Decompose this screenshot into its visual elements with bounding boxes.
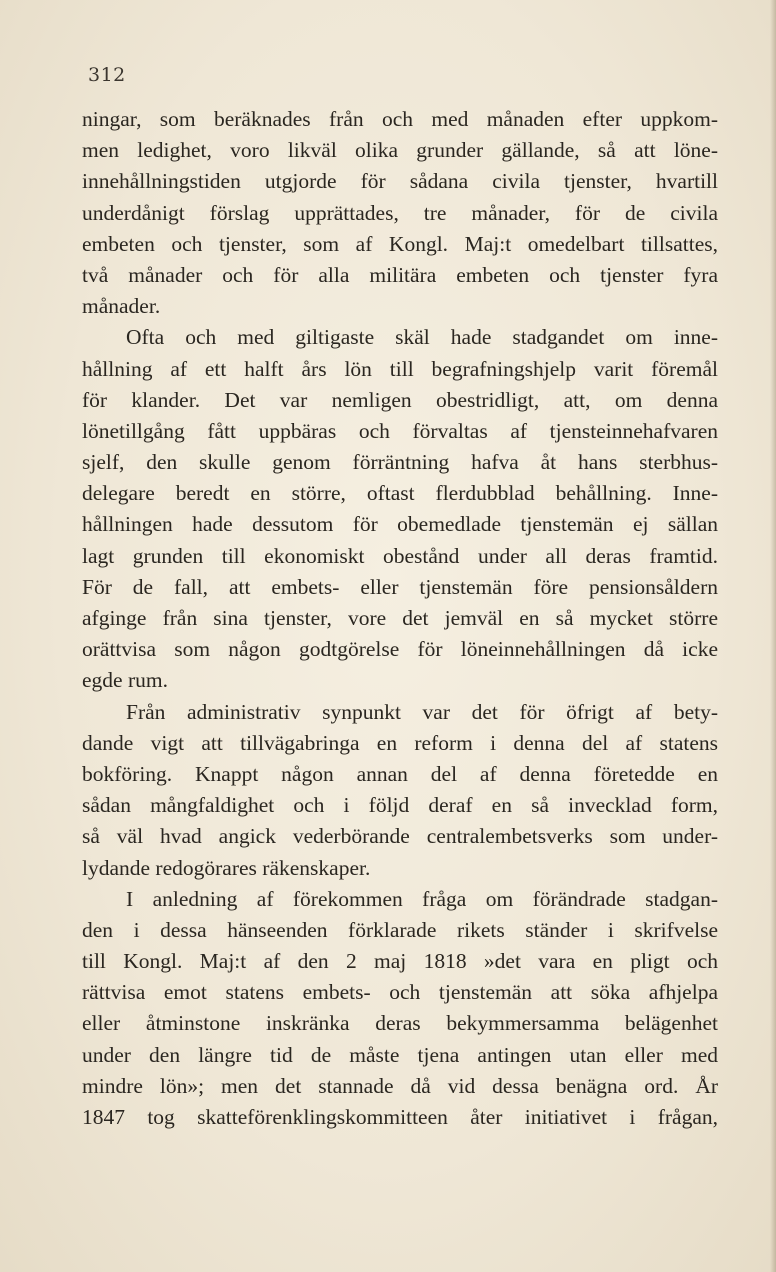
text-line: ningar, som beräknades från och med månaden efter uppkom- [82, 107, 718, 131]
text-line: mindre lön»; men det stannade då vid dessa benägna ord. År [82, 1073, 718, 1098]
page-edge-shadow [770, 0, 776, 1272]
text-line: lagt grunden till ekonomiskt obestånd under all deras framtid. [82, 543, 718, 568]
text-line: 1847 tog skatteförenklingskommitteen åter initiativet i frågan, [82, 1105, 718, 1129]
text-line: embeten och tjenster, som af Kongl. Maj:t omedelbart tillsattes, [82, 231, 718, 256]
text-line: delegare beredt en större, oftast flerdubblad behållning. Inne- [82, 481, 718, 506]
page-number: 312 [88, 64, 126, 86]
text-line: så väl hvad angick vederbörande centralembetsverks som under- [82, 824, 718, 849]
text-line: lydande redogörares räkenskaper. [82, 855, 371, 880]
text-line: För de fall, att embets- eller tjenstemän före pensionsåldern [82, 574, 718, 599]
text-line: för klander. Det var nemligen obestridligt, att, om denna [82, 387, 718, 412]
text-line: Ofta och med giltigaste skäl hade stadgandet om inne- [126, 325, 718, 350]
text-line: lönetillgång fått uppbäras och förvaltas af tjensteinnehafvaren [82, 418, 718, 443]
text-line: men ledighet, voro likväl olika grunder gällande, så att löne- [82, 138, 718, 163]
text-line: eller åtminstone inskränka deras bekymmersamma belägenhet [82, 1011, 718, 1036]
text-line: I anledning af förekommen fråga om förändrade stadgan- [126, 886, 718, 911]
text-line: egde rum. [82, 668, 168, 693]
text-line: afginge från sina tjenster, vore det jemväl en så mycket större [82, 606, 718, 630]
text-line: till Kongl. Maj:t af den 2 maj 1818 »det vara en pligt och [82, 949, 718, 974]
text-line: två månader och för alla militära embeten och tjenster fyra [82, 262, 718, 287]
text-line: hållning af ett halft års lön till begrafningshjelp varit föremål [82, 356, 718, 381]
text-line: den i dessa hänseenden förklarade rikets ständer i skrifvelse [82, 917, 718, 942]
text-line: månader. [82, 294, 161, 319]
text-line: dande vigt att tillvägabringa en reform i denna del af statens [82, 730, 718, 755]
text-line: underdånigt förslag upprättades, tre månader, för de civila [82, 200, 718, 225]
text-line: bokföring. Knappt någon annan del af denna företedde en [82, 761, 718, 786]
text-line: innehållningstiden utgjorde för sådana civila tjenster, hvartill [82, 169, 718, 194]
text-line: rättvisa emot statens embets- och tjenstemän att söka afhjelpa [82, 980, 718, 1005]
body-text [82, 104, 718, 1133]
text-line: Från administrativ synpunkt var det för öfrigt af bety- [126, 699, 718, 724]
text-line: under den längre tid de måste tjena antingen utan eller med [82, 1042, 718, 1067]
text-line: sjelf, den skulle genom förräntning hafva åt hans sterbhus- [82, 450, 718, 475]
text-line: hållningen hade dessutom för obemedlade tjenstemän ej sällan [82, 512, 718, 537]
text-line: sådan mångfaldighet och i följd deraf en så invecklad form, [82, 793, 718, 818]
text-line: orättvisa som någon godtgörelse för löneinnehållningen då icke [82, 637, 718, 662]
